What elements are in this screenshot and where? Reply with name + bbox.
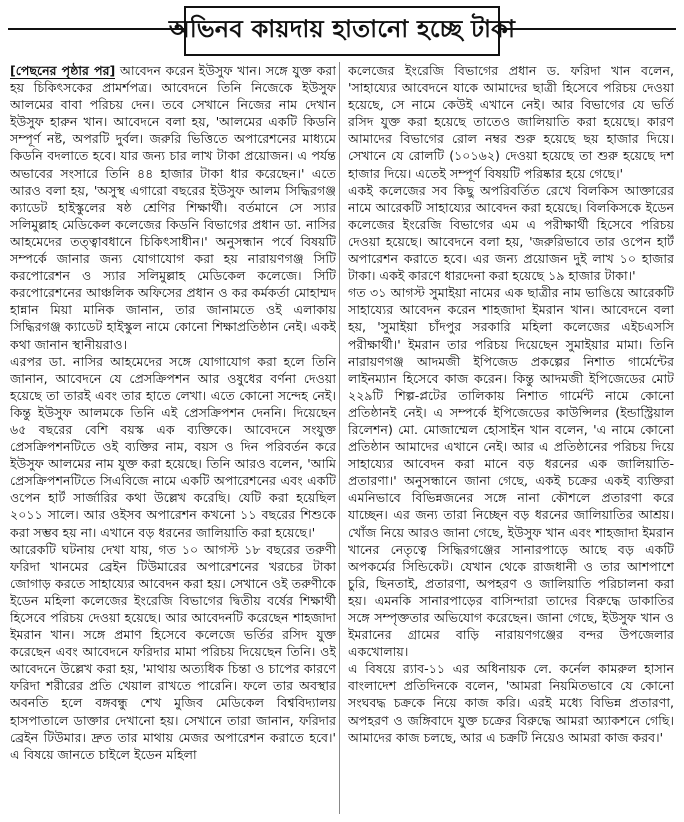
article-paragraph: কলেজের ইংরেজি বিভাগের প্রধান ড. ফরিদা খান বলেন, 'সাহায্যের আবেদনে যাকে আমাদের ছাত্রী হিসেবে পরিচয় দেওয়া হয়েছে, সে নামে কেউই এখানে নেই। আর বিভাগের যে ভর্তি রসিদ যুক্ত করা হয়েছে তাতেও জালিয়াতি করা হয়েছে। কারণ আমাদের বিভাগের রোল নম্বর শুরু হয়েছে ছয় হাজার দিয়ে। সেখানে যে রোলটি (১০১৬২) দেওয়া হয়েছে তা শুরু হয়েছে দশ হাজার দিয়ে। এতেই সম্পূর্ণ বিষয়টি পরিষ্কার হয়ে গেছে।': [348, 63, 674, 181]
article-paragraph: [10, 62, 336, 353]
paragraph-text: আবেদন করেন ইউসুফ খান। সঙ্গে যুক্ত করা হয় চিকিৎসকের প্রামর্শপত্র। আবেদনে তিনি নিজেকে ইউসুফ আলমের বাবা পরিচয় দেন। তবে সেখানে নিজের নাম দেখান ইউসুফ হারুন খান। আবেদনে বলা হয়, 'আলমের একটি কিডনি সম্পূর্ণ নষ্ট, অপরটি দুর্বল। জরুরি ভিত্তিতে অপারেশনের মাধ্যমে কিডনি বদলাতে হবে। যার জন্য চার লাখ টাকা প্রয়োজন। এ পর্যন্ত অভাবের সংসারে তিনি ৪৪ হাজার টাকা ধার করেছেন।' এতে আরও বলা হয়, 'অসুস্থ এগারো বছরের ইউসুফ আলম সিদ্ধিরগঞ্জ ক্যাডেট হাইস্কুলের ষষ্ঠ শ্রেণির শিক্ষার্থী। বর্তমানে সে স্যার সলিমুল্লাহ মেডিকেল কলেজের কিডনি বিভাগের প্রধান ডা. নাসির আহমেদের তত্ত্বাবধানে চিকিৎসাধীন।' অনুসন্ধান পর্বে বিষয়টি সম্পর্কে জানার জন্য যোগাযোগ করা হয় নারায়ণগঞ্জ সিটি করপোরেশন ও স্যার সলিমুল্লাহ মেডিকেল কলেজে। সিটি করপোরেশনের আঞ্চলিক অফিসের প্রধান ও কর কর্মকর্তা মোহাম্মদ হান্নান মিয়া মানিক জানান, তার জানামতে ওই এলাকায় সিদ্ধিরগঞ্জ ক্যাডেট হাইস্কুল নামে কোনো শিক্ষাপ্রতিষ্ঠান নেই। একই কথা জানান স্থানীয়রাও।: [10, 63, 336, 352]
continued-from-label: [পেছনের পৃষ্ঠার পর]: [10, 63, 116, 78]
headline: অভিনব কায়দায় হাতানো হচ্ছে টাকা: [168, 15, 516, 43]
article-paragraph: এরপর ডা. নাসির আহমেদের সঙ্গে যোগাযোগ করা হলে তিনি জানান, আবেদনে যে প্রেসক্রিপশন আর ওষুধের বর্ণনা দেওয়া হয়েছে তা তারই এবং তার হাতে লেখা। এতে কোনো সন্দেহ নেই। কিন্তু ইউসুফ আলমকে তিনি এই প্রেসক্রিপশন দেননি। দিয়েছেন ৬৫ বছরের বেশি বয়স্ক এক ব্যক্তিকে। আবেদনে সংযুক্ত প্রেসক্রিপশনটিতে ওই ব্যক্তির নাম, বয়স ও দিন পরিবর্তন করে ইউসুফ আলমের নাম যুক্ত করা হয়েছে। তিনি আরও বলেন, 'আমি প্রেসক্রিপশনটিতে সিএবিজে নামে একটি অপারেশনের এবং একটি ওপেন হার্ট সার্জারির কথা উল্লেখ করেছি। যেটি করা হয়েছিল ২০১১ সালে। আর ওইসব অপারেশন কখনো ১১ বছরের শিশুকে করা সম্ভব হয় না। এখানে বড় ধরনের জালিয়াতি করা হয়েছে।': [10, 353, 336, 540]
headline-box: [168, 6, 516, 56]
article-paragraph: আরেকটি ঘটনায় দেখা যায়, গত ১০ আগস্ট ১৮ বছরের তরুণী ফরিদা খানমের ব্রেইন টিউমারের অপারেশনের খরচের টাকা জোগাড় করতে সাহায্যের আবেদন করা হয়। সেখানে ওই তরুণীকে ইডেন মহিলা কলেজের ইংরেজি বিভাগের দ্বিতীয় বর্ষের শিক্ষার্থী হিসেবে পরিচয় দেওয়া হয়েছে। আর আবেদনটি করেছেন শাহজাদা ইমরান খান। সঙ্গে প্রমাণ হিসেবে কলেজে ভর্তির রসিদ যুক্ত করেছেন এবং আবেদনে ফরিদার মামা পরিচয় দিয়েছেন তিনি। ওই আবেদনে উল্লেখ করা হয়, 'মাথায় অত্যধিক চিন্তা ও চাপের কারণে ফরিদা শরীরের প্রতি খেয়াল রাখতে পারেনি। ফলে তার অবস্থার অবনতি হলে বঙ্গবন্ধু শেখ মুজিব মেডিকেল বিশ্ববিদ্যালয় হাসপাতালে ডাক্তার দেখানো হয়। সেখানে তারা জানান, ফরিদার ব্রেইন টিউমার। দ্রুত তার মাথায় মেজর অপারেশন করাতে হবে।' এ বিষয়ে জানতে চাইলে ইডেন মহিলা: [10, 541, 336, 762]
article-column-left: [10, 62, 336, 816]
column-divider: [339, 62, 340, 814]
article-paragraph: গত ৩১ আগস্ট সুমাইয়া নামের এক ছাত্রীর নাম ভাঙিয়ে আরেকটি সাহায্যের আবেদন করেন শাহজাদা ইমরান খান। আবেদনে বলা হয়, 'সুমাইয়া চাঁদপুর সরকারি মহিলা কলেজের এইচএসসি পরীক্ষার্থী।' ইমরান তার পরিচয় দিয়েছেন সুমাইয়ার মামা। তিনি নারায়ণগঞ্জ আদমজী ইপিজেড প্রকল্পের নিশাত গার্মেন্টের লাইনম্যান হিসেবে কাজ করেন। কিন্তু আদমজী ইপিজেডের মোট ২২৯টি শিল্প-প্লটের তালিকায় নিশাত গার্মেন্ট নামে কোনো প্রতিষ্ঠানই নেই। এ সম্পর্কে ইপিজেডের কাউন্সিলর (ইন্ডাস্ট্রিয়াল রিলেশন) মো. মোজাম্মেল হোসাইন খান বলেন, 'এ নামে কোনো প্রতিষ্ঠান আমাদের এখানে নেই। আর এ প্রতিষ্ঠানের পরিচয় দিয়ে সাহায্যের আবেদন করা মানে বড় ধরনের এক জালিয়াতি-প্রতারণা।' অনুসন্ধানে জানা গেছে, একই চক্রের একই ব্যক্তিরা এমনিভাবে বিভিন্নজনের সঙ্গে নানা কৌশলে প্রতারণা করে যাচ্ছেন। এর জন্য তারা নিচ্ছেন বড় ধরনের জালিয়াতির আশ্রয়। খোঁজ নিয়ে আরও জানা গেছে, ইউসুফ খান এবং শাহজাদা ইমরান খানের নেতৃত্বে সিদ্ধিরগঞ্জের সানারপাড়ে আছে বড় একটি অপকর্মের সিন্ডিকেট। যেখান থেকে রাজধানী ও তার আশপাশে চুরি, ছিনতাই, প্রতারণা, অপহরণ ও জালিয়াতি পরিচালনা করা হয়। এমনকি সানারপাড়ের বাসিন্দারা তাদের বিরুদ্ধে ডাকাতির সঙ্গে সম্পৃক্ততার অভিযোগ করেছেন। জানা গেছে, ইউসুফ খান ও ইমরানের গ্রামের বাড়ি নারায়ণগঞ্জের বন্দর উপজেলার একখোলায়।: [348, 285, 674, 660]
article-paragraph: এ বিষয়ে র‌্যাব-১১ এর অধিনায়ক লে. কর্নেল কামরুল হাসান বাংলাদেশ প্রতিদিনকে বলেন, 'আমরা নিয়মিতভাবে যে কোনো সংঘবদ্ধ চক্রকে নিয়ে কাজ করি। এরই মধ্যে বিভিন্ন প্রতারণা, অপহরণ ও জঙ্গিবাদে যুক্ত চক্রের বিরুদ্ধে আমরা অ্যাকশনে গেছি। আমাদের কাজ চলছে, আর এ চক্রটি নিয়েও আমরা কাজ করব।': [348, 661, 674, 745]
article-column-right: [348, 62, 674, 816]
article-paragraph: একই কলেজের সব কিছু অপরিবর্তিত রেখে বিলকিস আক্তারের নামে আরেকটি সাহায্যের আবেদন করা হয়েছে। বিলকিসকে ইডেন কলেজের ইংরেজি বিভাগের এম এ পরীক্ষার্থী হিসেবে পরিচয় দেওয়া হয়েছে। আবেদনে বলা হয়, 'জরুরিভাবে তার ওপেন হার্ট অপারেশন করাতে হবে। এর জন্য প্রয়োজন দুই লাখ ১০ হাজার টাকা। একই কারণে ধারদেনা করা হয়েছে ১৯ হাজার টাকা।': [348, 182, 674, 284]
